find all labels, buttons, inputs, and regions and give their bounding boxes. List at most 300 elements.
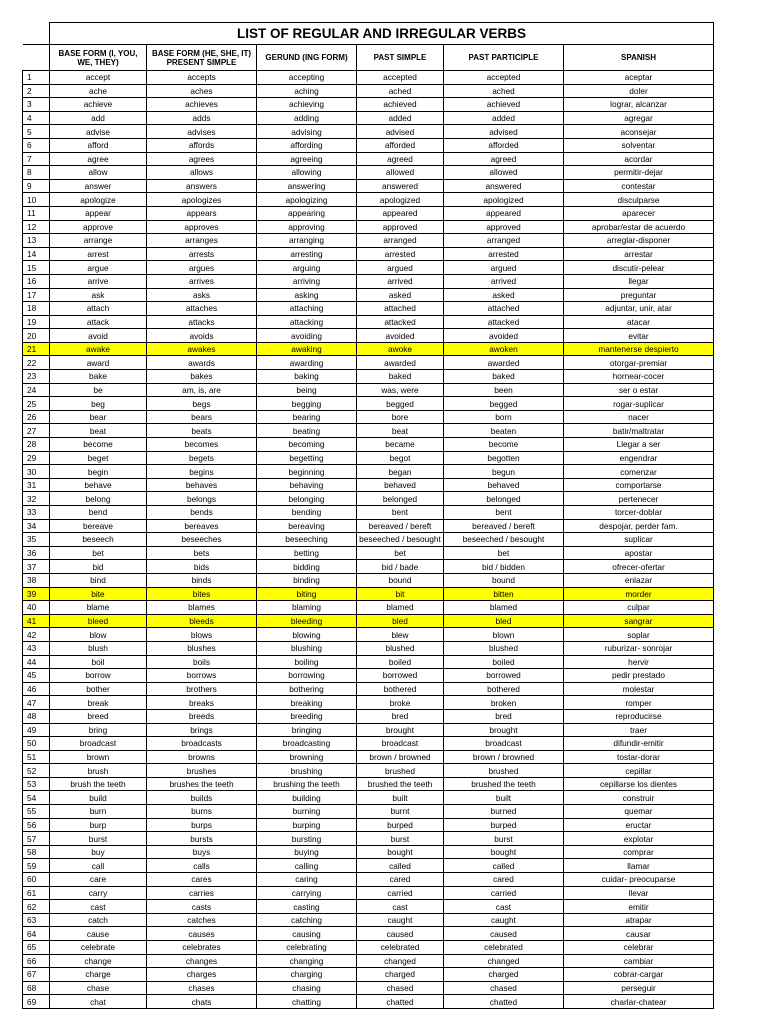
- past-simple-cell: caught: [357, 913, 444, 927]
- present-simple-cell: bends: [147, 506, 257, 520]
- present-simple-cell: chases: [147, 981, 257, 995]
- gerund-cell: begging: [257, 397, 357, 411]
- row-number: 37: [23, 560, 50, 574]
- table-row: [23, 886, 714, 900]
- past-simple-cell: attached: [357, 302, 444, 316]
- past-simple-cell: built: [357, 791, 444, 805]
- row-number: 25: [23, 397, 50, 411]
- table-row: [23, 601, 714, 615]
- past-simple-cell: afforded: [357, 138, 444, 152]
- row-number: 31: [23, 478, 50, 492]
- table-row: [23, 873, 714, 887]
- row-number: 2: [23, 84, 50, 98]
- present-simple-cell: browns: [147, 750, 257, 764]
- table-row: [23, 818, 714, 832]
- base-form-cell: carry: [50, 886, 147, 900]
- base-form-cell: borrow: [50, 669, 147, 683]
- base-form-cell: be: [50, 383, 147, 397]
- present-simple-cell: borrows: [147, 669, 257, 683]
- present-simple-cell: avoids: [147, 329, 257, 343]
- gerund-cell: changing: [257, 954, 357, 968]
- gerund-cell: apologizing: [257, 193, 357, 207]
- present-simple-cell: appears: [147, 206, 257, 220]
- row-number: 16: [23, 274, 50, 288]
- row-number: 53: [23, 777, 50, 791]
- past-simple-cell: beat: [357, 424, 444, 438]
- row-number: 49: [23, 723, 50, 737]
- header-past-participle: PAST PARTICIPLE: [444, 45, 564, 71]
- row-number: 18: [23, 302, 50, 316]
- present-simple-cell: advises: [147, 125, 257, 139]
- gerund-cell: arguing: [257, 261, 357, 275]
- present-simple-cell: accepts: [147, 71, 257, 85]
- table-row: [23, 669, 714, 683]
- row-number: 36: [23, 546, 50, 560]
- present-simple-cell: blames: [147, 601, 257, 615]
- table-row: [23, 981, 714, 995]
- base-form-cell: arrange: [50, 234, 147, 248]
- base-form-cell: bet: [50, 546, 147, 560]
- gerund-cell: belonging: [257, 492, 357, 506]
- gerund-cell: arranging: [257, 234, 357, 248]
- gerund-cell: breeding: [257, 709, 357, 723]
- table-row: [23, 845, 714, 859]
- past-participle-cell: afforded: [444, 138, 564, 152]
- table-row: [23, 900, 714, 914]
- base-form-cell: build: [50, 791, 147, 805]
- row-number: 6: [23, 138, 50, 152]
- table-row: [23, 614, 714, 628]
- row-number: 40: [23, 601, 50, 615]
- past-participle-cell: agreed: [444, 152, 564, 166]
- gerund-cell: calling: [257, 859, 357, 873]
- base-form-cell: agree: [50, 152, 147, 166]
- row-number: 23: [23, 370, 50, 384]
- present-simple-cell: beseeches: [147, 533, 257, 547]
- present-simple-cell: argues: [147, 261, 257, 275]
- table-row: [23, 533, 714, 547]
- row-number-header: [23, 45, 50, 71]
- spanish-cell: pertenecer: [564, 492, 714, 506]
- past-simple-cell: caused: [357, 927, 444, 941]
- present-simple-cell: catches: [147, 913, 257, 927]
- past-simple-cell: allowed: [357, 166, 444, 180]
- present-simple-cell: changes: [147, 954, 257, 968]
- row-number: 3: [23, 98, 50, 112]
- spanish-cell: otorgar-premiar: [564, 356, 714, 370]
- row-number: 65: [23, 941, 50, 955]
- present-simple-cell: attaches: [147, 302, 257, 316]
- spanish-cell: suplicar: [564, 533, 714, 547]
- table-row: [23, 315, 714, 329]
- past-simple-cell: bid / bade: [357, 560, 444, 574]
- past-participle-cell: charged: [444, 968, 564, 982]
- row-number: 68: [23, 981, 50, 995]
- present-simple-cell: affords: [147, 138, 257, 152]
- past-simple-cell: begot: [357, 451, 444, 465]
- past-simple-cell: carried: [357, 886, 444, 900]
- row-number: 56: [23, 818, 50, 832]
- gerund-cell: baking: [257, 370, 357, 384]
- spanish-cell: doler: [564, 84, 714, 98]
- spanish-cell: agregar: [564, 111, 714, 125]
- gerund-cell: building: [257, 791, 357, 805]
- past-participle-cell: beseeched / besought: [444, 533, 564, 547]
- base-form-cell: bend: [50, 506, 147, 520]
- past-simple-cell: began: [357, 465, 444, 479]
- base-form-cell: argue: [50, 261, 147, 275]
- past-simple-cell: attacked: [357, 315, 444, 329]
- past-participle-cell: bitten: [444, 587, 564, 601]
- past-participle-cell: boiled: [444, 655, 564, 669]
- table-row: [23, 465, 714, 479]
- row-number: 30: [23, 465, 50, 479]
- base-form-cell: arrive: [50, 274, 147, 288]
- base-form-cell: change: [50, 954, 147, 968]
- table-row: [23, 329, 714, 343]
- past-participle-cell: built: [444, 791, 564, 805]
- past-participle-cell: carried: [444, 886, 564, 900]
- spanish-cell: traer: [564, 723, 714, 737]
- past-simple-cell: burnt: [357, 805, 444, 819]
- spanish-cell: discutir-pelear: [564, 261, 714, 275]
- past-participle-cell: caused: [444, 927, 564, 941]
- base-form-cell: blame: [50, 601, 147, 615]
- past-participle-cell: behaved: [444, 478, 564, 492]
- past-simple-cell: burst: [357, 832, 444, 846]
- table-row: [23, 410, 714, 424]
- past-simple-cell: became: [357, 438, 444, 452]
- row-number: 45: [23, 669, 50, 683]
- gerund-cell: chasing: [257, 981, 357, 995]
- past-simple-cell: bound: [357, 573, 444, 587]
- gerund-cell: causing: [257, 927, 357, 941]
- gerund-cell: adding: [257, 111, 357, 125]
- table-row: [23, 274, 714, 288]
- past-simple-cell: bled: [357, 614, 444, 628]
- base-form-cell: bear: [50, 410, 147, 424]
- present-simple-cell: behaves: [147, 478, 257, 492]
- table-row: [23, 111, 714, 125]
- gerund-cell: borrowing: [257, 669, 357, 683]
- gerund-cell: becoming: [257, 438, 357, 452]
- base-form-cell: arrest: [50, 247, 147, 261]
- header-base-form: BASE FORM (I, YOU, WE, THEY): [50, 45, 147, 71]
- present-simple-cell: adds: [147, 111, 257, 125]
- base-form-cell: answer: [50, 179, 147, 193]
- gerund-cell: brushing the teeth: [257, 777, 357, 791]
- past-participle-cell: cared: [444, 873, 564, 887]
- past-participle-cell: brushed the teeth: [444, 777, 564, 791]
- gerund-cell: bidding: [257, 560, 357, 574]
- table-row: [23, 927, 714, 941]
- gerund-cell: bearing: [257, 410, 357, 424]
- spanish-cell: nacer: [564, 410, 714, 424]
- spanish-cell: perseguir: [564, 981, 714, 995]
- row-number: 22: [23, 356, 50, 370]
- table-row: [23, 193, 714, 207]
- past-participle-cell: advised: [444, 125, 564, 139]
- gerund-cell: attaching: [257, 302, 357, 316]
- row-number: 5: [23, 125, 50, 139]
- row-number: 13: [23, 234, 50, 248]
- spanish-cell: rogar-suplicar: [564, 397, 714, 411]
- row-number: 54: [23, 791, 50, 805]
- present-simple-cell: brings: [147, 723, 257, 737]
- row-number: 43: [23, 641, 50, 655]
- gerund-cell: caring: [257, 873, 357, 887]
- gerund-cell: broadcasting: [257, 737, 357, 751]
- past-simple-cell: baked: [357, 370, 444, 384]
- past-participle-cell: cast: [444, 900, 564, 914]
- past-simple-cell: avoided: [357, 329, 444, 343]
- gerund-cell: agreeing: [257, 152, 357, 166]
- table-row: [23, 968, 714, 982]
- past-participle-cell: achieved: [444, 98, 564, 112]
- spanish-cell: aprobar/estar de acuerdo: [564, 220, 714, 234]
- table-row: [23, 628, 714, 642]
- row-number: 50: [23, 737, 50, 751]
- spanish-cell: tostar-dorar: [564, 750, 714, 764]
- present-simple-cell: agrees: [147, 152, 257, 166]
- present-simple-cell: approves: [147, 220, 257, 234]
- past-participle-cell: arrested: [444, 247, 564, 261]
- past-simple-cell: broadcast: [357, 737, 444, 751]
- present-simple-cell: brothers: [147, 682, 257, 696]
- gerund-cell: bursting: [257, 832, 357, 846]
- present-simple-cell: bites: [147, 587, 257, 601]
- present-simple-cell: am, is, are: [147, 383, 257, 397]
- past-participle-cell: appeared: [444, 206, 564, 220]
- row-number: 19: [23, 315, 50, 329]
- table-row: [23, 288, 714, 302]
- gerund-cell: breaking: [257, 696, 357, 710]
- gerund-cell: catching: [257, 913, 357, 927]
- base-form-cell: approve: [50, 220, 147, 234]
- spanish-cell: ruburizar- sonrojar: [564, 641, 714, 655]
- gerund-cell: burping: [257, 818, 357, 832]
- past-simple-cell: apologized: [357, 193, 444, 207]
- row-number: 15: [23, 261, 50, 275]
- spanish-cell: culpar: [564, 601, 714, 615]
- past-participle-cell: broken: [444, 696, 564, 710]
- table-row: [23, 342, 714, 356]
- base-form-cell: charge: [50, 968, 147, 982]
- spanish-cell: romper: [564, 696, 714, 710]
- present-simple-cell: begins: [147, 465, 257, 479]
- base-form-cell: ache: [50, 84, 147, 98]
- past-participle-cell: blown: [444, 628, 564, 642]
- past-participle-cell: brushed: [444, 764, 564, 778]
- base-form-cell: begin: [50, 465, 147, 479]
- spanish-cell: apostar: [564, 546, 714, 560]
- spanish-cell: emitir: [564, 900, 714, 914]
- table-row: [23, 247, 714, 261]
- spanish-cell: ser o estar: [564, 383, 714, 397]
- present-simple-cell: charges: [147, 968, 257, 982]
- past-simple-cell: celebrated: [357, 941, 444, 955]
- past-simple-cell: behaved: [357, 478, 444, 492]
- gerund-cell: blaming: [257, 601, 357, 615]
- past-participle-cell: brought: [444, 723, 564, 737]
- base-form-cell: allow: [50, 166, 147, 180]
- spanish-cell: eructar: [564, 818, 714, 832]
- base-form-cell: cast: [50, 900, 147, 914]
- past-simple-cell: borrowed: [357, 669, 444, 683]
- present-simple-cell: bakes: [147, 370, 257, 384]
- base-form-cell: afford: [50, 138, 147, 152]
- row-number: 46: [23, 682, 50, 696]
- base-form-cell: break: [50, 696, 147, 710]
- table-row: [23, 777, 714, 791]
- past-simple-cell: chatted: [357, 995, 444, 1009]
- present-simple-cell: calls: [147, 859, 257, 873]
- present-simple-cell: cares: [147, 873, 257, 887]
- past-simple-cell: broke: [357, 696, 444, 710]
- row-number: 9: [23, 179, 50, 193]
- past-participle-cell: attached: [444, 302, 564, 316]
- past-participle-cell: been: [444, 383, 564, 397]
- past-simple-cell: blamed: [357, 601, 444, 615]
- present-simple-cell: answers: [147, 179, 257, 193]
- present-simple-cell: causes: [147, 927, 257, 941]
- gerund-cell: avoiding: [257, 329, 357, 343]
- past-simple-cell: begged: [357, 397, 444, 411]
- spanish-cell: sangrar: [564, 614, 714, 628]
- table-row: [23, 166, 714, 180]
- row-number: 12: [23, 220, 50, 234]
- present-simple-cell: bids: [147, 560, 257, 574]
- spanish-cell: adjuntar, unir, atar: [564, 302, 714, 316]
- verbs-table: [22, 22, 714, 1009]
- spanish-cell: hervir: [564, 655, 714, 669]
- gerund-cell: bleeding: [257, 614, 357, 628]
- spanish-cell: difundir-emitir: [564, 737, 714, 751]
- row-number: 66: [23, 954, 50, 968]
- row-number: 38: [23, 573, 50, 587]
- past-participle-cell: become: [444, 438, 564, 452]
- gerund-cell: charging: [257, 968, 357, 982]
- row-number: 17: [23, 288, 50, 302]
- table-row: [23, 832, 714, 846]
- gerund-cell: beseeching: [257, 533, 357, 547]
- row-number: 67: [23, 968, 50, 982]
- past-simple-cell: was, were: [357, 383, 444, 397]
- table-row: [23, 370, 714, 384]
- header-past-simple: PAST SIMPLE: [357, 45, 444, 71]
- present-simple-cell: aches: [147, 84, 257, 98]
- past-simple-cell: brushed the teeth: [357, 777, 444, 791]
- gerund-cell: casting: [257, 900, 357, 914]
- spanish-cell: solventar: [564, 138, 714, 152]
- past-participle-cell: answered: [444, 179, 564, 193]
- table-row: [23, 98, 714, 112]
- base-form-cell: attach: [50, 302, 147, 316]
- base-form-cell: bake: [50, 370, 147, 384]
- spanish-cell: acordar: [564, 152, 714, 166]
- past-participle-cell: bought: [444, 845, 564, 859]
- table-row: [23, 234, 714, 248]
- past-participle-cell: chased: [444, 981, 564, 995]
- spanish-cell: arreglar-disponer: [564, 234, 714, 248]
- spanish-cell: disculparse: [564, 193, 714, 207]
- past-simple-cell: blew: [357, 628, 444, 642]
- table-row: [23, 451, 714, 465]
- base-form-cell: call: [50, 859, 147, 873]
- spanish-cell: reproducirse: [564, 709, 714, 723]
- past-simple-cell: achieved: [357, 98, 444, 112]
- spanish-cell: explotar: [564, 832, 714, 846]
- base-form-cell: bind: [50, 573, 147, 587]
- gerund-cell: burning: [257, 805, 357, 819]
- row-number: 69: [23, 995, 50, 1009]
- base-form-cell: broadcast: [50, 737, 147, 751]
- gerund-cell: being: [257, 383, 357, 397]
- present-simple-cell: belongs: [147, 492, 257, 506]
- past-simple-cell: brown / browned: [357, 750, 444, 764]
- gerund-cell: arresting: [257, 247, 357, 261]
- past-participle-cell: begun: [444, 465, 564, 479]
- table-row: [23, 206, 714, 220]
- spanish-cell: comportarse: [564, 478, 714, 492]
- base-form-cell: chase: [50, 981, 147, 995]
- gerund-cell: appearing: [257, 206, 357, 220]
- spanish-cell: mantenerse despierto: [564, 342, 714, 356]
- table-row: [23, 138, 714, 152]
- past-participle-cell: accepted: [444, 71, 564, 85]
- present-simple-cell: binds: [147, 573, 257, 587]
- spanish-cell: llevar: [564, 886, 714, 900]
- past-participle-cell: brown / browned: [444, 750, 564, 764]
- gerund-cell: carrying: [257, 886, 357, 900]
- row-number: 7: [23, 152, 50, 166]
- row-number: 61: [23, 886, 50, 900]
- row-number: 52: [23, 764, 50, 778]
- table-row: [23, 546, 714, 560]
- verbs-table-body: [23, 71, 714, 1009]
- row-number: 62: [23, 900, 50, 914]
- past-simple-cell: appeared: [357, 206, 444, 220]
- gerund-cell: browning: [257, 750, 357, 764]
- present-simple-cell: awards: [147, 356, 257, 370]
- table-row: [23, 709, 714, 723]
- header-row: [23, 45, 714, 71]
- past-participle-cell: allowed: [444, 166, 564, 180]
- table-row: [23, 424, 714, 438]
- spanish-cell: aceptar: [564, 71, 714, 85]
- past-participle-cell: caught: [444, 913, 564, 927]
- present-simple-cell: blows: [147, 628, 257, 642]
- spanish-cell: quemar: [564, 805, 714, 819]
- past-simple-cell: argued: [357, 261, 444, 275]
- spanish-cell: pedir prestado: [564, 669, 714, 683]
- row-number: 14: [23, 247, 50, 261]
- past-simple-cell: bothered: [357, 682, 444, 696]
- past-participle-cell: called: [444, 859, 564, 873]
- past-participle-cell: bound: [444, 573, 564, 587]
- table-row: [23, 302, 714, 316]
- present-simple-cell: asks: [147, 288, 257, 302]
- present-simple-cell: burps: [147, 818, 257, 832]
- spanish-cell: atacar: [564, 315, 714, 329]
- table-row: [23, 220, 714, 234]
- past-participle-cell: broadcast: [444, 737, 564, 751]
- past-simple-cell: charged: [357, 968, 444, 982]
- base-form-cell: award: [50, 356, 147, 370]
- present-simple-cell: allows: [147, 166, 257, 180]
- past-simple-cell: belonged: [357, 492, 444, 506]
- table-row: [23, 84, 714, 98]
